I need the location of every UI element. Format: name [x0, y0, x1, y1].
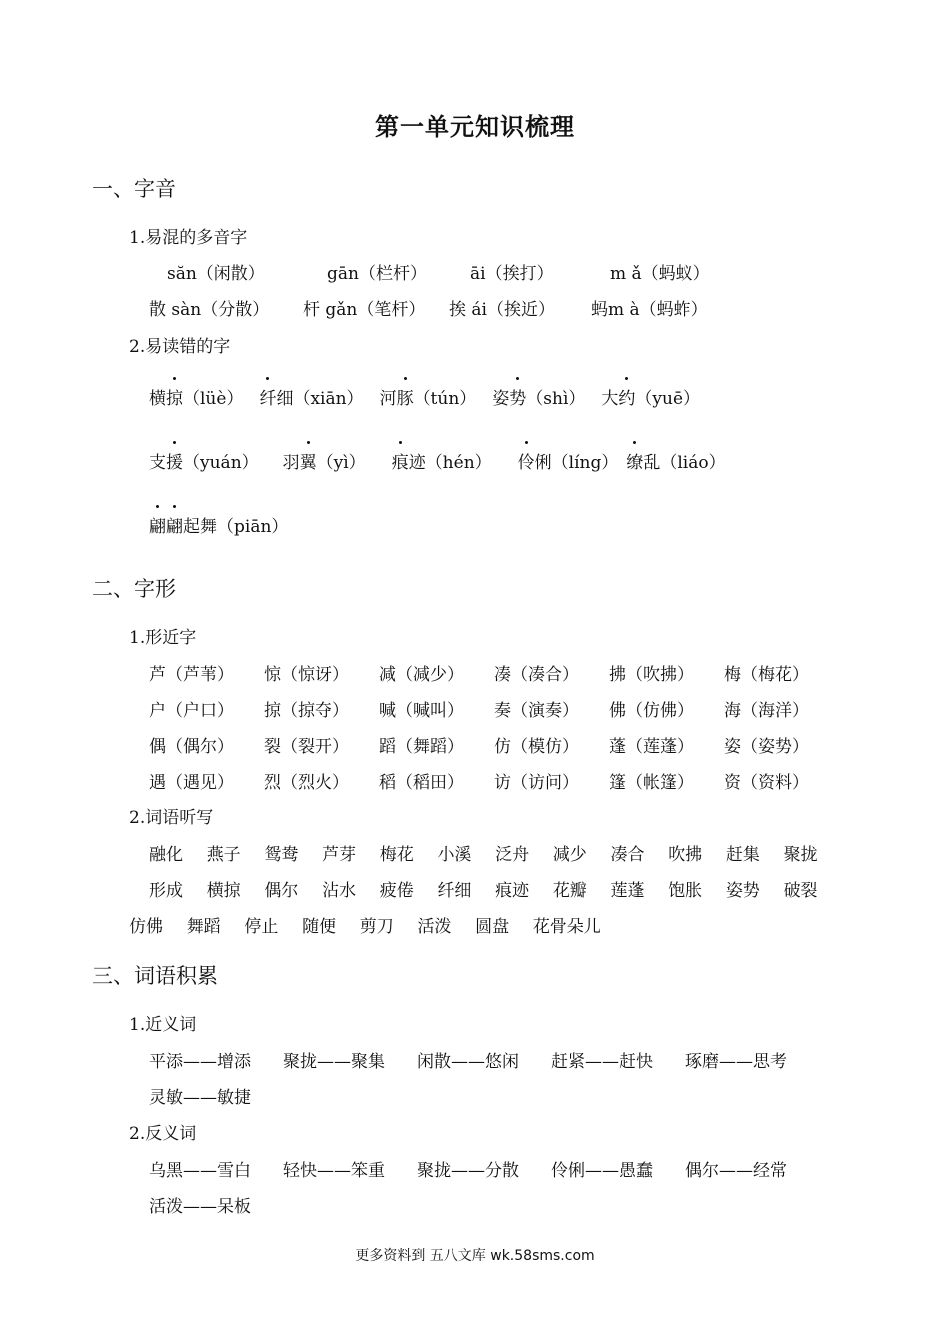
- dictation-word: 仿佛: [129, 917, 163, 937]
- similar-row: [149, 696, 809, 721]
- subheading-similar-chars: 1.形近字: [129, 628, 197, 648]
- misread-char: 大: [601, 389, 619, 409]
- antonym-pair: 伶俐——愚蠢: [551, 1161, 653, 1181]
- misread-char: 河: [379, 389, 397, 409]
- dictation-word: 芦芽: [322, 845, 357, 865]
- misread-char-dotted: 势: [509, 384, 526, 409]
- similar-item: 惊（惊讶）: [264, 665, 349, 685]
- misread-char-dotted: 纤: [259, 384, 276, 409]
- footer-link-text: 更多资料到 五八文库 wk.58sms.com: [355, 1248, 595, 1264]
- dictation-word: 赶集: [725, 845, 760, 865]
- similar-item: 喊（喊叫）: [379, 701, 464, 721]
- subheading-synonyms: 1.近义词: [129, 1015, 197, 1035]
- similar-item: 资（资料）: [724, 773, 809, 793]
- synonym-pair: 赶紧——赶快: [551, 1052, 653, 1072]
- similar-item: 佛（仿佛）: [609, 701, 694, 721]
- misread-char-dotted: 豚: [397, 384, 414, 409]
- subheading-misread: 2.易读错的字: [129, 337, 231, 357]
- section-heading-pronunciation: 一、字音: [92, 177, 176, 201]
- dictation-word: 姿势: [725, 881, 760, 901]
- similar-item: 蹈（舞蹈）: [379, 737, 464, 757]
- dictation-word: 圆盘: [475, 917, 510, 937]
- similar-item: 芦（芦苇）: [149, 665, 234, 685]
- similar-item: 户（户口）: [149, 701, 234, 721]
- misread-pinyin: （lüè）: [183, 389, 244, 409]
- similar-item: 掠（掠夺）: [264, 701, 349, 721]
- similar-item: 姿（姿势）: [724, 737, 809, 757]
- polyphonic-row-1: [167, 259, 710, 284]
- polyphonic-item: săn（闲散）: [167, 264, 265, 284]
- dictation-word: 随便: [302, 917, 337, 937]
- dictation-row-2: [149, 876, 818, 901]
- misread-char-dotted: 掠: [166, 384, 183, 409]
- dictation-word: 凑合: [610, 845, 645, 865]
- subheading-polyphonic: 1.易混的多音字: [129, 228, 248, 248]
- dictation-word: 舞蹈: [186, 917, 221, 937]
- misread-pinyin: 起舞（piān）: [183, 517, 289, 537]
- dictation-word: 痕迹: [495, 881, 530, 901]
- polyphonic-item: m ǎ（蚂蚁）: [610, 264, 710, 284]
- misread-char-dotted: 缭: [626, 448, 643, 473]
- dictation-word: 沾水: [322, 881, 357, 901]
- misread-pinyin: （yì）: [316, 453, 366, 473]
- section-heading-glyph: 二、字形: [92, 577, 176, 601]
- dictation-word: 停止: [244, 917, 279, 937]
- similar-item: 凑（凑合）: [494, 665, 579, 685]
- misread-char-dotted: 援: [166, 448, 183, 473]
- dictation-word: 疲倦: [379, 881, 414, 901]
- polyphonic-item: 挨 ái（挨近）: [449, 300, 555, 320]
- dictation-word: 偶尔: [264, 881, 299, 901]
- similar-item: 奏（演奏）: [494, 701, 579, 721]
- misread-pinyin: 俐（líng）: [534, 453, 619, 473]
- antonym-row-2: [149, 1192, 251, 1217]
- antonym-pair: 偶尔——经常: [685, 1161, 787, 1181]
- synonym-row-1: [149, 1047, 787, 1072]
- page-title: 第一单元知识梳理: [375, 113, 575, 141]
- dictation-word: 减少: [552, 845, 587, 865]
- similar-item: 烈（烈火）: [264, 773, 349, 793]
- misread-char-dotted: 翩: [149, 512, 166, 537]
- similar-item: 梅（梅花）: [724, 665, 809, 685]
- dictation-word: 饱胀: [668, 881, 703, 901]
- misread-pinyin: 乱（liáo）: [643, 453, 726, 473]
- misread-row-2: [149, 448, 726, 473]
- dictation-word: 花骨朵儿: [532, 917, 601, 937]
- dictation-word: 泛舟: [495, 845, 530, 865]
- antonym-row-1: [149, 1156, 787, 1181]
- similar-item: 偶（偶尔）: [149, 737, 234, 757]
- misread-char-dotted: 翩: [166, 512, 183, 537]
- misread-char: 横: [149, 389, 166, 409]
- similar-item: 遇（遇见）: [149, 773, 234, 793]
- similar-item: 减（减少）: [379, 665, 464, 685]
- dictation-word: 破裂: [783, 881, 818, 901]
- misread-pinyin: （yuán）: [183, 453, 259, 473]
- similar-item: 裂（裂开）: [264, 737, 349, 757]
- polyphonic-item: 杆 gǎn（笔杆）: [303, 300, 426, 320]
- similar-row: [149, 768, 809, 793]
- misread-row-3: [149, 512, 288, 537]
- similar-item: 仿（模仿）: [494, 737, 579, 757]
- misread-pinyin: 细（xiān）: [276, 389, 364, 409]
- similar-row: [149, 732, 809, 757]
- dictation-word: 花瓣: [552, 881, 587, 901]
- misread-pinyin: （tún）: [413, 389, 477, 409]
- misread-char-dotted: 痕: [392, 448, 409, 473]
- polyphonic-item: 散 sàn（分散）: [149, 300, 270, 320]
- synonym-pair: 闲散——悠闲: [417, 1052, 519, 1072]
- dictation-word: 融化: [149, 845, 183, 865]
- similar-item: 稻（稻田）: [379, 773, 464, 793]
- polyphonic-row-2: [149, 295, 708, 320]
- misread-pinyin: （yuē）: [635, 389, 701, 409]
- section-heading-vocabulary: 三、词语积累: [92, 964, 218, 988]
- similar-item: 拂（吹拂）: [609, 665, 694, 685]
- misread-char: 姿: [492, 389, 510, 409]
- polyphonic-item: 蚂m à（蚂蚱）: [591, 300, 708, 320]
- synonym-pair: 琢磨——思考: [685, 1052, 787, 1072]
- antonym-pair: 聚拢——分散: [417, 1161, 519, 1181]
- dictation-word: 纤细: [437, 881, 472, 901]
- polyphonic-item: āi（挨打）: [470, 264, 554, 284]
- subheading-antonyms: 2.反义词: [129, 1124, 197, 1144]
- dictation-word: 活泼: [417, 917, 452, 937]
- misread-char-dotted: 伶: [518, 448, 535, 473]
- dictation-word: 鸳鸯: [264, 845, 299, 865]
- synonym-pair: 灵敏——敏捷: [149, 1088, 251, 1108]
- misread-char: 羽: [282, 453, 300, 473]
- dictation-word: 燕子: [206, 845, 241, 865]
- dictation-word: 吹拂: [668, 845, 703, 865]
- dictation-word: 梅花: [379, 845, 414, 865]
- synonym-row-2: [149, 1083, 251, 1108]
- dictation-word: 聚拢: [783, 845, 818, 865]
- similar-item: 蓬（莲蓬）: [609, 737, 694, 757]
- polyphonic-item: gān（栏杆）: [327, 264, 427, 284]
- antonym-pair: 乌黑——雪白: [149, 1161, 251, 1181]
- misread-pinyin: （shì）: [526, 389, 586, 409]
- synonym-pair: 聚拢——聚集: [283, 1052, 385, 1072]
- similar-row: [149, 660, 809, 685]
- similar-item: 海（海洋）: [724, 701, 809, 721]
- synonym-pair: 平添——增添: [149, 1052, 251, 1072]
- dictation-word: 横掠: [206, 881, 241, 901]
- subheading-dictation: 2.词语听写: [129, 808, 214, 828]
- similar-item: 访（访问）: [494, 773, 579, 793]
- antonym-pair: 轻快——笨重: [283, 1161, 385, 1181]
- dictation-word: 小溪: [437, 845, 472, 865]
- dictation-word: 莲蓬: [610, 881, 645, 901]
- similar-item: 篷（帐篷）: [609, 773, 694, 793]
- misread-char: 支: [149, 453, 166, 473]
- misread-char-dotted: 翼: [300, 448, 317, 473]
- misread-row-1: [149, 384, 700, 409]
- dictation-word: 剪刀: [359, 917, 394, 937]
- antonym-pair: 活泼——呆板: [149, 1197, 251, 1217]
- misread-char-dotted: 约: [618, 384, 635, 409]
- dictation-row-3: [129, 912, 601, 937]
- misread-pinyin: 迹（hén）: [408, 453, 492, 473]
- dictation-row-1: [149, 840, 818, 865]
- dictation-word: 形成: [149, 881, 183, 901]
